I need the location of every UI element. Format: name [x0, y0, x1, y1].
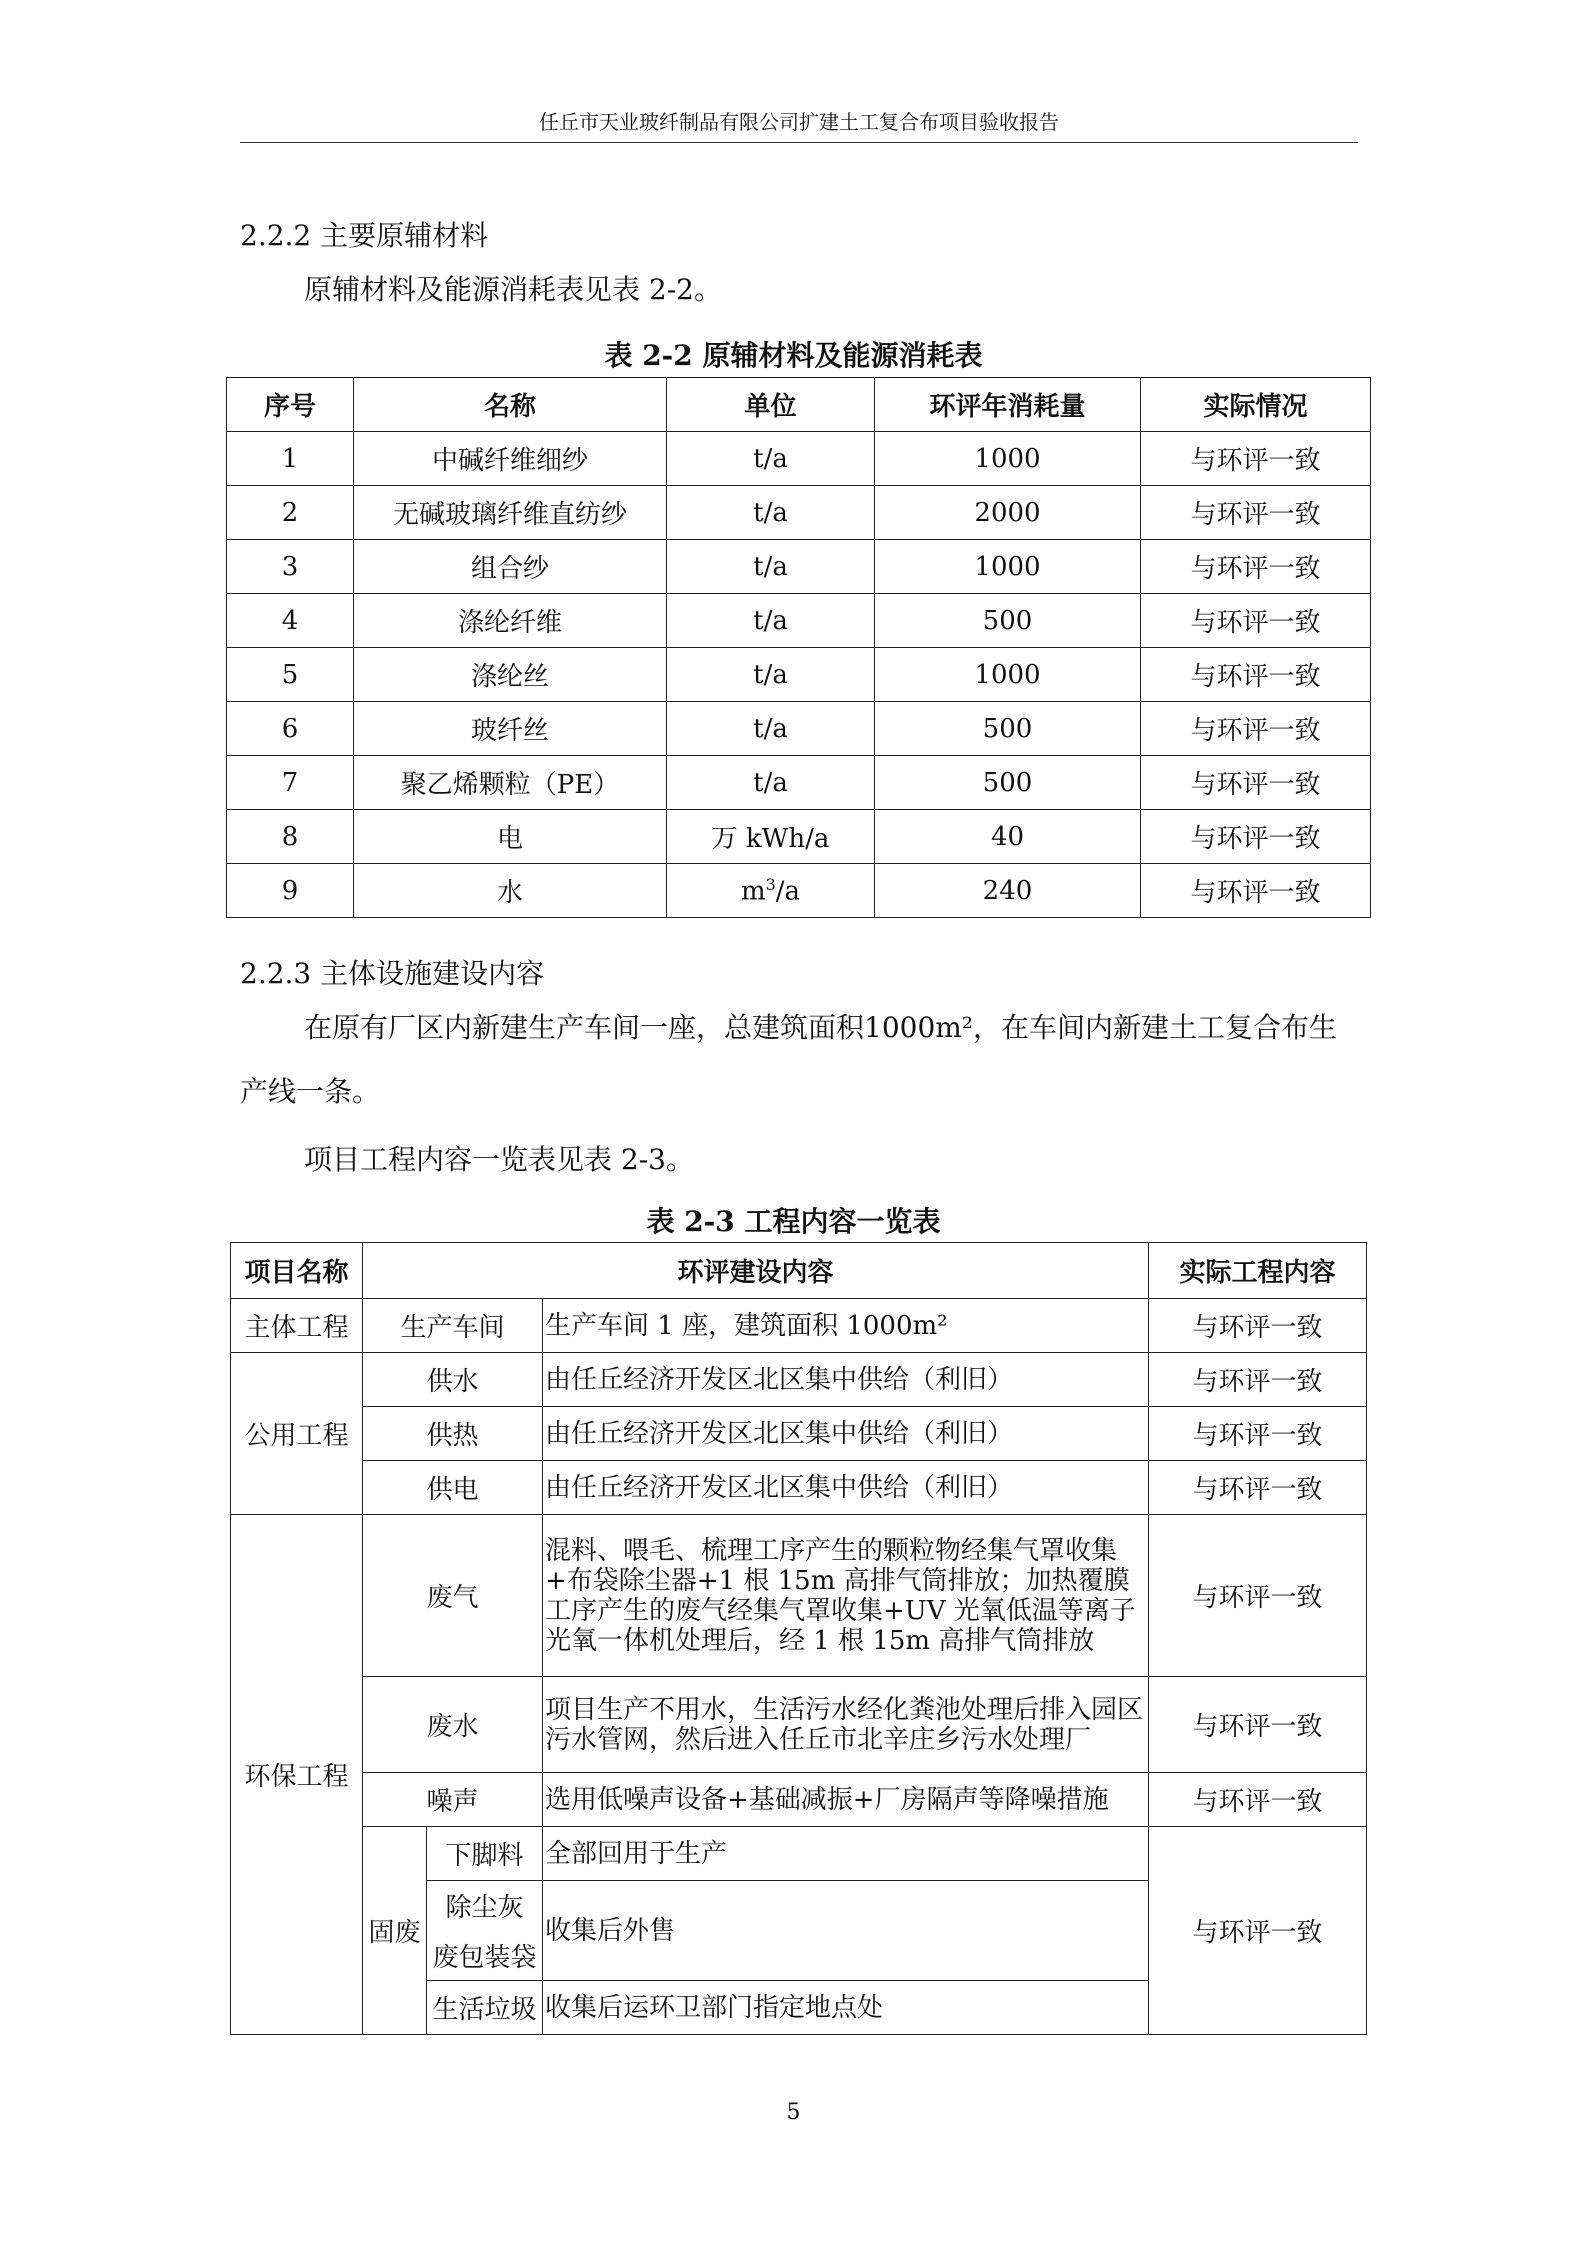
sub-item-cell: 除尘灰 — [427, 1881, 543, 1931]
item-cell: 噪声 — [363, 1773, 543, 1827]
category-cell: 环保工程 — [231, 1515, 363, 2035]
col-header: 单位 — [667, 378, 875, 432]
table-header-row — [227, 378, 1371, 432]
table-header-row — [231, 1243, 1367, 1299]
table-row — [231, 1677, 1367, 1773]
table-cell: 2000 — [875, 486, 1141, 540]
table-cell: t/a — [667, 594, 875, 648]
table-cell: t/a — [667, 648, 875, 702]
table-cell: 3 — [227, 540, 354, 594]
table-cell: 电 — [354, 810, 667, 864]
actual-cell: 与环评一致 — [1149, 1299, 1367, 1353]
table-cell: 5 — [227, 648, 354, 702]
table-cell-unit — [667, 864, 875, 918]
table-cell: 聚乙烯颗粒（PE） — [354, 756, 667, 810]
page-number: 5 — [786, 2100, 801, 2125]
col-header: 序号 — [227, 378, 354, 432]
table-2-2 — [226, 377, 1371, 918]
item-cell: 废水 — [363, 1677, 543, 1773]
item-cell: 供电 — [363, 1461, 543, 1515]
table-cell: 2 — [227, 486, 354, 540]
table-row — [227, 432, 1371, 486]
table-cell: 与环评一致 — [1141, 486, 1371, 540]
section-heading-2-2-3: 2.2.3 主体设施建设内容 — [240, 957, 545, 990]
content-cell: 收集后外售 — [543, 1881, 1149, 1981]
table-cell: 组合纱 — [354, 540, 667, 594]
table-cell: 与环评一致 — [1141, 648, 1371, 702]
table-cell: 与环评一致 — [1141, 756, 1371, 810]
actual-cell: 与环评一致 — [1149, 1461, 1367, 1515]
table-row — [231, 1515, 1367, 1677]
item-cell: 生产车间 — [363, 1299, 543, 1353]
table-row — [227, 702, 1371, 756]
table-row — [231, 1299, 1367, 1353]
content-cell: 收集后运环卫部门指定地点处 — [543, 1981, 1149, 2035]
table-cell: t/a — [667, 432, 875, 486]
table-cell: 7 — [227, 756, 354, 810]
table-cell: 1000 — [875, 648, 1141, 702]
page-header: 任丘市天业玻纤制品有限公司扩建土工复合布项目验收报告 — [240, 110, 1358, 143]
actual-cell: 与环评一致 — [1149, 1773, 1367, 1827]
table-row — [227, 540, 1371, 594]
col-header: 实际工程内容 — [1149, 1243, 1367, 1299]
table-cell: 6 — [227, 702, 354, 756]
actual-cell: 与环评一致 — [1149, 1677, 1367, 1773]
table-cell: 玻纤丝 — [354, 702, 667, 756]
table-row — [231, 1827, 1367, 1881]
table-cell: 4 — [227, 594, 354, 648]
table-2-3 — [230, 1242, 1367, 2035]
col-header: 环评建设内容 — [363, 1243, 1149, 1299]
table-cell: t/a — [667, 702, 875, 756]
content-cell: 由任丘经济开发区北区集中供给（利旧） — [543, 1461, 1149, 1515]
table-cell: 500 — [875, 702, 1141, 756]
table-row — [227, 648, 1371, 702]
item-cell: 供热 — [363, 1407, 543, 1461]
table-cell: 中碱纤维细纱 — [354, 432, 667, 486]
category-cell: 公用工程 — [231, 1353, 363, 1515]
table-cell: 1000 — [875, 432, 1141, 486]
table-cell: 与环评一致 — [1141, 594, 1371, 648]
table-cell: 9 — [227, 864, 354, 918]
table-row — [231, 1407, 1367, 1461]
table-2-3-caption: 表 2-3 工程内容一览表 — [646, 1205, 941, 1238]
table-cell: 涤纶纤维 — [354, 594, 667, 648]
table-cell: 1 — [227, 432, 354, 486]
sub-item-cell: 生活垃圾 — [427, 1981, 543, 2035]
content-cell: 由任丘经济开发区北区集中供给（利旧） — [543, 1407, 1149, 1461]
table-cell: 与环评一致 — [1141, 540, 1371, 594]
section-2-2-2-intro: 原辅材料及能源消耗表见表 2-2。 — [304, 273, 722, 306]
sub-item-cell: 废包装袋 — [427, 1931, 543, 1981]
table-cell: t/a — [667, 486, 875, 540]
actual-cell: 与环评一致 — [1149, 1353, 1367, 1407]
unit-base: m — [740, 876, 766, 907]
unit-superscript: 3 — [765, 874, 776, 894]
table-row — [231, 1461, 1367, 1515]
table-cell: 500 — [875, 756, 1141, 810]
content-cell: 由任丘经济开发区北区集中供给（利旧） — [543, 1353, 1149, 1407]
table-cell: 500 — [875, 594, 1141, 648]
table-cell: 与环评一致 — [1141, 810, 1371, 864]
table-cell: 与环评一致 — [1141, 702, 1371, 756]
actual-cell: 与环评一致 — [1149, 1515, 1367, 1677]
col-header: 实际情况 — [1141, 378, 1371, 432]
sub-item-cell: 下脚料 — [427, 1827, 543, 1881]
content-cell: 项目生产不用水，生活污水经化粪池处理后排入园区污水管网，然后进入任丘市北辛庄乡污水处理厂 — [543, 1677, 1149, 1773]
table-cell: 与环评一致 — [1141, 864, 1371, 918]
item-cell: 供水 — [363, 1353, 543, 1407]
unit-suffix: /a — [775, 876, 801, 907]
table-row — [227, 756, 1371, 810]
content-cell: 混料、喂毛、梳理工序产生的颗粒物经集气罩收集+布袋除尘器+1 根 15m 高排气筒排放；加热覆膜工序产生的废气经集气罩收集+UV 光氧低温等离子光氧一体机处理后，经 1 根 15m 高排气筒排放 — [543, 1515, 1149, 1677]
section-2-2-3-intro: 项目工程内容一览表见表 2-3。 — [304, 1143, 694, 1176]
table-row — [227, 864, 1371, 918]
table-cell: 与环评一致 — [1141, 432, 1371, 486]
table-cell: t/a — [667, 756, 875, 810]
table-cell: t/a — [667, 540, 875, 594]
content-cell: 全部回用于生产 — [543, 1827, 1149, 1881]
actual-cell: 与环评一致 — [1149, 1827, 1367, 2035]
table-cell: 40 — [875, 810, 1141, 864]
table-cell: 240 — [875, 864, 1141, 918]
table-row — [227, 486, 1371, 540]
table-row — [231, 1353, 1367, 1407]
table-2-2-caption: 表 2-2 原辅材料及能源消耗表 — [604, 339, 983, 372]
table-cell: 1000 — [875, 540, 1141, 594]
table-cell: 涤纶丝 — [354, 648, 667, 702]
section-2-2-3-paragraph: 在原有厂区内新建生产车间一座，总建筑面积1000m²，在车间内新建土工复合布生产线一条。 — [240, 1011, 1338, 1108]
section-heading-2-2-2: 2.2.2 主要原辅材料 — [240, 219, 489, 252]
col-header: 名称 — [354, 378, 667, 432]
table-cell: 8 — [227, 810, 354, 864]
table-row — [227, 810, 1371, 864]
actual-cell: 与环评一致 — [1149, 1407, 1367, 1461]
table-cell: 无碱玻璃纤维直纺纱 — [354, 486, 667, 540]
col-header: 环评年消耗量 — [875, 378, 1141, 432]
table-row — [227, 594, 1371, 648]
item-cell: 废气 — [363, 1515, 543, 1677]
content-cell: 选用低噪声设备+基础减振+厂房隔声等降噪措施 — [543, 1773, 1149, 1827]
table-cell: 万 kWh/a — [667, 810, 875, 864]
item-cell: 固废 — [363, 1827, 427, 2035]
category-cell: 主体工程 — [231, 1299, 363, 1353]
table-cell: 水 — [354, 864, 667, 918]
col-header: 项目名称 — [231, 1243, 363, 1299]
table-row — [231, 1773, 1367, 1827]
content-cell: 生产车间 1 座，建筑面积 1000m² — [543, 1299, 1149, 1353]
